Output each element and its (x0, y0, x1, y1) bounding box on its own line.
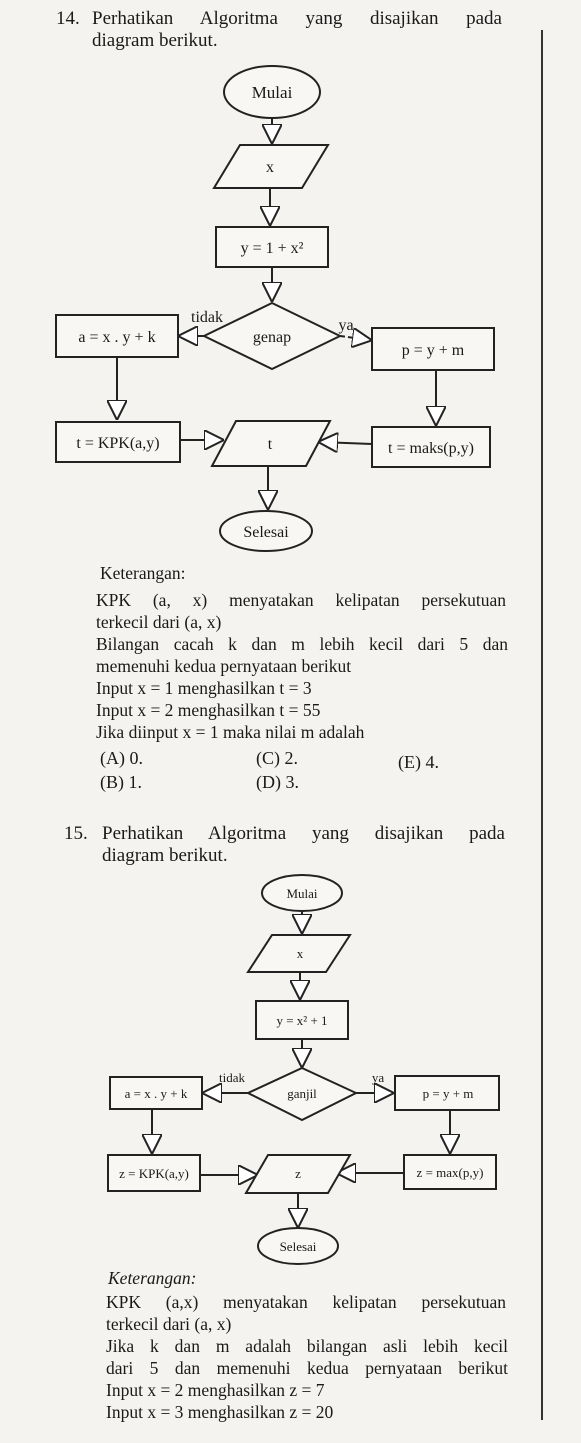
q14-option-d[interactable]: (D) 3. (256, 772, 299, 792)
q15-input-label: x (296, 946, 304, 961)
q14-line-3: Bilangan cacah k dan m lebih kecil dari 5 dan (96, 634, 508, 654)
q14-option-a[interactable]: (A) 0. (100, 748, 143, 768)
q14-line-6: Input x = 2 menghasilkan t = 55 (96, 700, 321, 720)
q15-no-label: tidak (219, 1070, 245, 1085)
q15-yes-label: ya (371, 1070, 385, 1085)
q14-input-label: x (266, 159, 274, 176)
q14-option-c[interactable]: (C) 2. (256, 748, 298, 768)
q15-left2-label: z = KPK(a,y) (119, 1166, 189, 1181)
q14-right1-label: p = y + m (401, 342, 465, 359)
q15-line-6: Input x = 3 menghasilkan z = 20 (106, 1402, 334, 1422)
q14-line-7: Jika diinput x = 1 maka nilai m adalah (96, 722, 365, 742)
q14-line-2: terkecil dari (a, x) (96, 612, 222, 632)
q14-output-label: t (267, 436, 273, 453)
q14-end-label: Selesai (243, 524, 289, 541)
q15-title-line2: diagram berikut. (102, 845, 228, 866)
q15-right2-label: z = max(p,y) (416, 1165, 484, 1180)
q15-line-3: Jika k dan m adalah bilangan asli lebih kecil (106, 1336, 508, 1356)
q14-decision-label: genap (252, 329, 292, 346)
q15-line-1: KPK (a,x) menyatakan kelipatan persekutuan (106, 1292, 506, 1312)
q14-left1-label: a = x . y + k (78, 329, 156, 346)
q15-line-5: Input x = 2 menghasilkan z = 7 (106, 1380, 325, 1400)
q14-line-4: memenuhi kedua pernyataan berikut (96, 656, 352, 676)
q14-no-label: tidak (191, 309, 223, 326)
q14-yes-label: ya (338, 317, 354, 334)
q15-process-y-label: y = x² + 1 (276, 1013, 328, 1028)
q14-option-b[interactable]: (B) 1. (100, 772, 142, 792)
q15-line-4: dari 5 dan memenuhi kedua pernyataan berikut (106, 1358, 508, 1378)
q14-right2-label: t = maks(p,y) (388, 440, 474, 457)
q14-keterangan-title: Keterangan: (100, 563, 186, 583)
q14-process-y-label: y = 1 + x² (240, 240, 304, 257)
q15-right1-label: p = y + m (422, 1086, 474, 1101)
q14-left2-label: t = KPK(a,y) (76, 435, 160, 452)
q15-keterangan-title: Keterangan: (108, 1268, 197, 1288)
q15-line-2: terkecil dari (a, x) (106, 1314, 232, 1334)
q15-output-label: z (295, 1166, 301, 1181)
q15-number: 15. (64, 823, 88, 844)
q14-flowchart (0, 0, 581, 560)
q15-flowchart (0, 860, 581, 1280)
q14-line-5: Input x = 1 menghasilkan t = 3 (96, 678, 312, 698)
q15-end-label: Selesai (279, 1239, 317, 1254)
q14-line-1: KPK (a, x) menyatakan kelipatan persekutuan (96, 590, 506, 610)
q15-left1-label: a = x . y + k (124, 1086, 188, 1101)
q15-decision-label: ganjil (287, 1086, 317, 1101)
q14-number: 14. (56, 8, 80, 29)
q14-title-line1: Perhatikan Algoritma yang disajikan pada (92, 8, 502, 29)
q14-title-line2: diagram berikut. (92, 30, 218, 51)
q14-start-label: Mulai (251, 83, 293, 102)
q15-title-line1: Perhatikan Algoritma yang disajikan pada (102, 823, 505, 844)
q14-option-e[interactable]: (E) 4. (398, 752, 439, 772)
q15-start-label: Mulai (286, 886, 318, 901)
